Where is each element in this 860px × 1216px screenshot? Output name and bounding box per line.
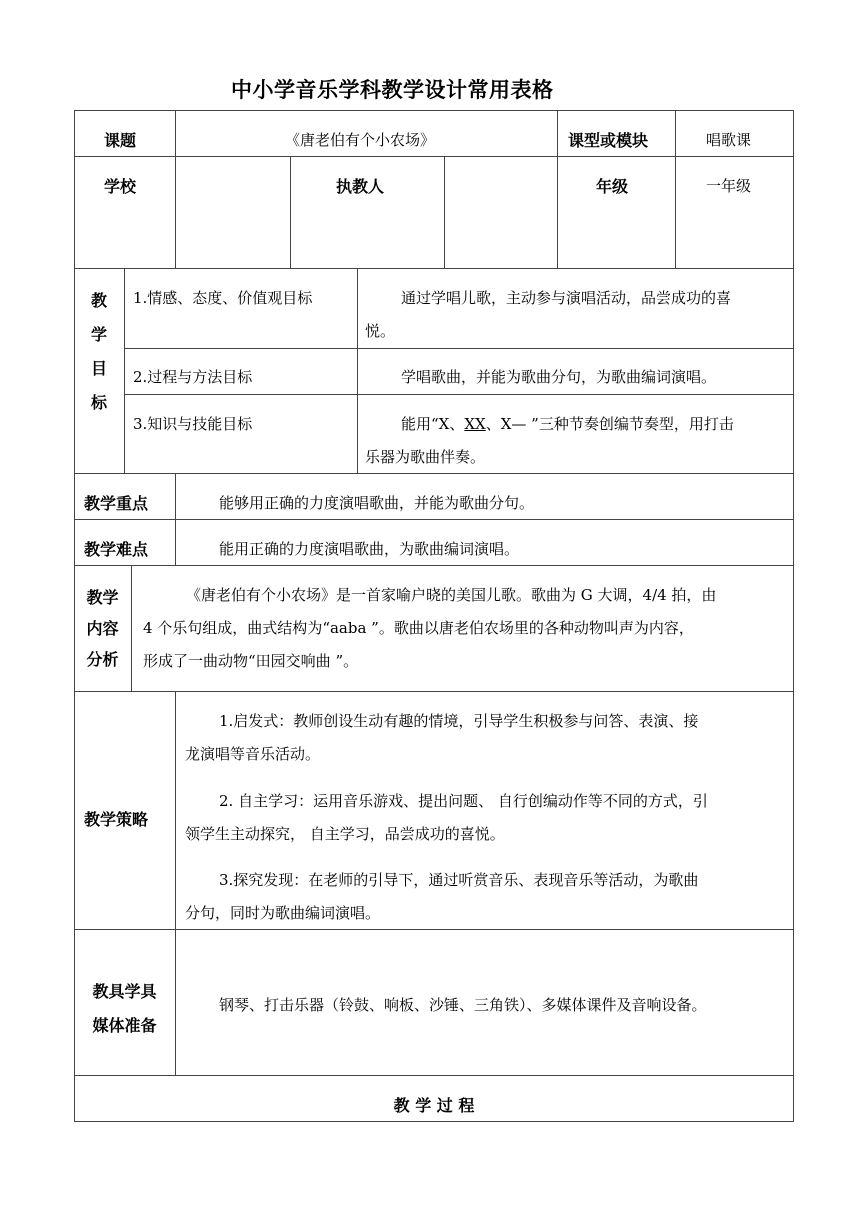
strategy-label: 教学策略 (84, 810, 149, 829)
objectives-label: 教 学 目 标 (90, 291, 107, 412)
difficulty-label: 教学难点 (84, 540, 149, 559)
teacher-label: 执教人 (336, 177, 385, 196)
strategy-item-1: 1.启发式：教师创设生动有趣的情境，引导学生积极参与问答、表演、接 (219, 712, 699, 730)
tools-content: 钢琴、打击乐器（铃鼓、响板、沙锤、三角铁）、多媒体课件及音响设备。 (219, 996, 707, 1014)
page-title: 中小学音乐学科教学设计常用表格 (231, 78, 554, 102)
strategy-item-3: 3.探究发现：在老师的引导下，通过听赏音乐、表现音乐等活动，为歌曲 (219, 871, 699, 889)
content-analysis-line-1: 《唐老伯有个小农场》是一首家喻户晓的美国儿歌。歌曲为 G 大调，4/4 拍，由 (186, 586, 717, 604)
key-point-label: 教学重点 (84, 494, 149, 513)
school-label: 学校 (104, 177, 137, 196)
difficulty-content: 能用正确的力度演唱歌曲，为歌曲编词演唱。 (219, 540, 520, 558)
objective-2-name: 2.过程与方法目标 (133, 368, 253, 386)
lesson-type-value: 唱歌课 (706, 131, 752, 149)
objective-3-name: 3.知识与技能目标 (133, 415, 253, 433)
topic-label: 课题 (104, 131, 137, 150)
key-point-content: 能够用正确的力度演唱歌曲，并能为歌曲分句。 (219, 494, 535, 512)
content-analysis-line-2: 4 个乐句组成，曲式结构为“aaba ”。歌曲以唐老伯农场里的各种动物叫声为内容， (143, 619, 694, 637)
objective-3-content: 能用“X、XX、X— ”三种节奏创编节奏型，用打击 (401, 415, 734, 433)
strategy-item-3-cont: 分句，同时为歌曲编词演唱。 (185, 904, 381, 922)
objective-1-content: 通过学唱儿歌，主动参与演唱活动，品尝成功的喜 (401, 289, 732, 307)
objective-1-name: 1.情感、态度、价值观目标 (133, 289, 313, 307)
content-analysis-line-3: 形成了一曲动物“田园交响曲 ”。 (143, 652, 359, 670)
strategy-item-2-cont: 领学生主动探究， 自主学习，品尝成功的喜悦。 (185, 825, 505, 843)
lesson-type-label: 课型或模块 (568, 131, 649, 150)
topic-value: 《唐老伯有个小农场》 (285, 131, 436, 149)
tools-label: 教具学具 媒体准备 (92, 982, 157, 1035)
grade-value: 一年级 (706, 177, 752, 195)
content-analysis-label: 教学 内容 分析 (86, 588, 119, 669)
strategy-item-2: 2. 自主学习：运用音乐游戏、提出问题、 自行创编动作等不同的方式，引 (219, 792, 708, 810)
objective-3-content-cont: 乐器为歌曲伴奏。 (365, 448, 486, 466)
objective-2-content: 学唱歌曲，并能为歌曲分句，为歌曲编词演唱。 (401, 368, 717, 386)
grade-label: 年级 (596, 177, 629, 196)
strategy-item-1-cont: 龙演唱等音乐活动。 (185, 745, 321, 763)
objective-1-content-cont: 悦。 (365, 322, 396, 340)
teaching-process-heading: 教 学 过 程 (393, 1096, 475, 1115)
